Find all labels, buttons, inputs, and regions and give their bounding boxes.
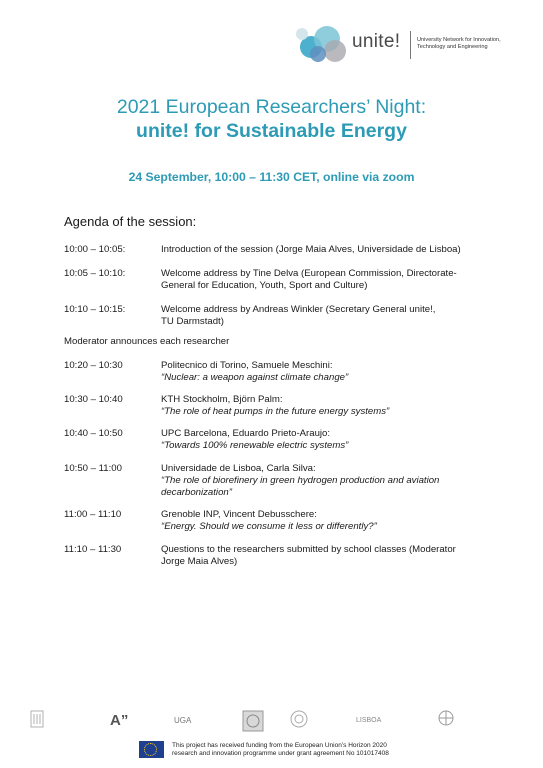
kth-logo [242, 710, 266, 736]
agenda-line: Welcome address by Tine Delva (European Commission, Directorate- [161, 268, 457, 279]
agenda-description [161, 244, 491, 256]
agenda-line: Jorge Maia Alves) [161, 556, 238, 567]
agenda-talk-title: “Towards 100% renewable electric systems” [161, 440, 349, 451]
agenda-description [161, 304, 491, 328]
agenda-time: 10:05 – 10:10: [64, 268, 126, 279]
agenda-time: 10:00 – 10:05: [64, 244, 126, 255]
agenda-speaker: UPC Barcelona, Eduardo Prieto-Araujo: [161, 428, 331, 439]
agenda-talk-title: “Nuclear: a weapon against climate change” [161, 372, 349, 383]
brand-name: unite! [352, 31, 401, 52]
agenda-speaker: Grenoble INP, Vincent Debusschere: [161, 509, 317, 520]
tu-darmstadt-logo [30, 710, 90, 736]
eu-funding-line: This project has received funding from the European Union’s Horizon 2020 [172, 742, 387, 749]
agenda-talk-title: “Energy. Should we consume it less or differently?” [161, 521, 377, 532]
agenda-description [161, 544, 491, 568]
agenda-time: 11:00 – 11:10 [64, 509, 122, 520]
agenda-description [161, 268, 491, 292]
agenda-heading: Agenda of the session: [64, 214, 197, 229]
eu-funding-line: research and innovation programme under grant agreement No 101017408 [172, 750, 389, 757]
agenda-time: 10:20 – 10:30 [64, 360, 123, 371]
agenda-time: 10:10 – 10:15: [64, 304, 126, 315]
agenda-line: General for Education, Youth, Sport and Culture) [161, 280, 368, 291]
agenda-speaker: Universidade de Lisboa, Carla Silva: [161, 463, 316, 474]
page-title-line1: 2021 European Researchers’ Night: [116, 96, 427, 118]
aalto-logo: A” [110, 712, 129, 729]
agenda-line: Welcome address by Andreas Winkler (Secretary General unite!, [161, 304, 436, 315]
partner-logos [26, 710, 520, 736]
upc-logo [438, 710, 520, 736]
agenda-line: Questions to the researchers submitted by school classes (Moderator [161, 544, 456, 555]
agenda-time: 10:50 – 11:00 [64, 463, 122, 474]
moderator-note: Moderator announces each researcher [64, 336, 230, 347]
eu-flag-icon [139, 741, 164, 758]
agenda-speaker: Politecnico di Torino, Samuele Meschini: [161, 360, 333, 371]
agenda-line: Introduction of the session (Jorge Maia Alves, Universidade de Lisboa) [161, 244, 461, 255]
politecnico-torino-logo [290, 710, 350, 736]
unite-logo [296, 22, 518, 70]
agenda-description [161, 509, 491, 533]
ulisboa-logo: LISBOA [356, 717, 382, 724]
agenda-talk-title: “The role of heat pumps in the future energy systems” [161, 406, 390, 417]
eu-funding-statement [172, 742, 412, 758]
agenda-talk-title: “The role of biorefinery in green hydrogen production and aviation [161, 475, 440, 486]
agenda-description [161, 428, 491, 452]
grenoble-inp-logo: UGA [174, 716, 192, 725]
agenda-time: 10:30 – 10:40 [64, 394, 123, 405]
agenda-time: 11:10 – 11:30 [64, 544, 122, 555]
agenda-line: TU Darmstadt) [161, 316, 224, 327]
eu-stars-icon [144, 743, 157, 756]
agenda-speaker: KTH Stockholm, Björn Palm: [161, 394, 283, 405]
unite-bubbles-icon [296, 22, 356, 70]
event-date: 24 September, 10:00 – 11:30 CET, online via zoom [128, 170, 415, 184]
brand-tagline: University Network for Innovation, Technology and Engineering [417, 37, 501, 50]
agenda-talk-title: decarbonization” [161, 487, 232, 498]
agenda-description [161, 394, 491, 418]
agenda-time: 10:40 – 10:50 [64, 428, 123, 439]
page-title-line2: unite! for Sustainable Energy [136, 120, 407, 142]
agenda-description [161, 360, 491, 384]
brand-divider [410, 31, 411, 59]
agenda-description [161, 463, 491, 499]
